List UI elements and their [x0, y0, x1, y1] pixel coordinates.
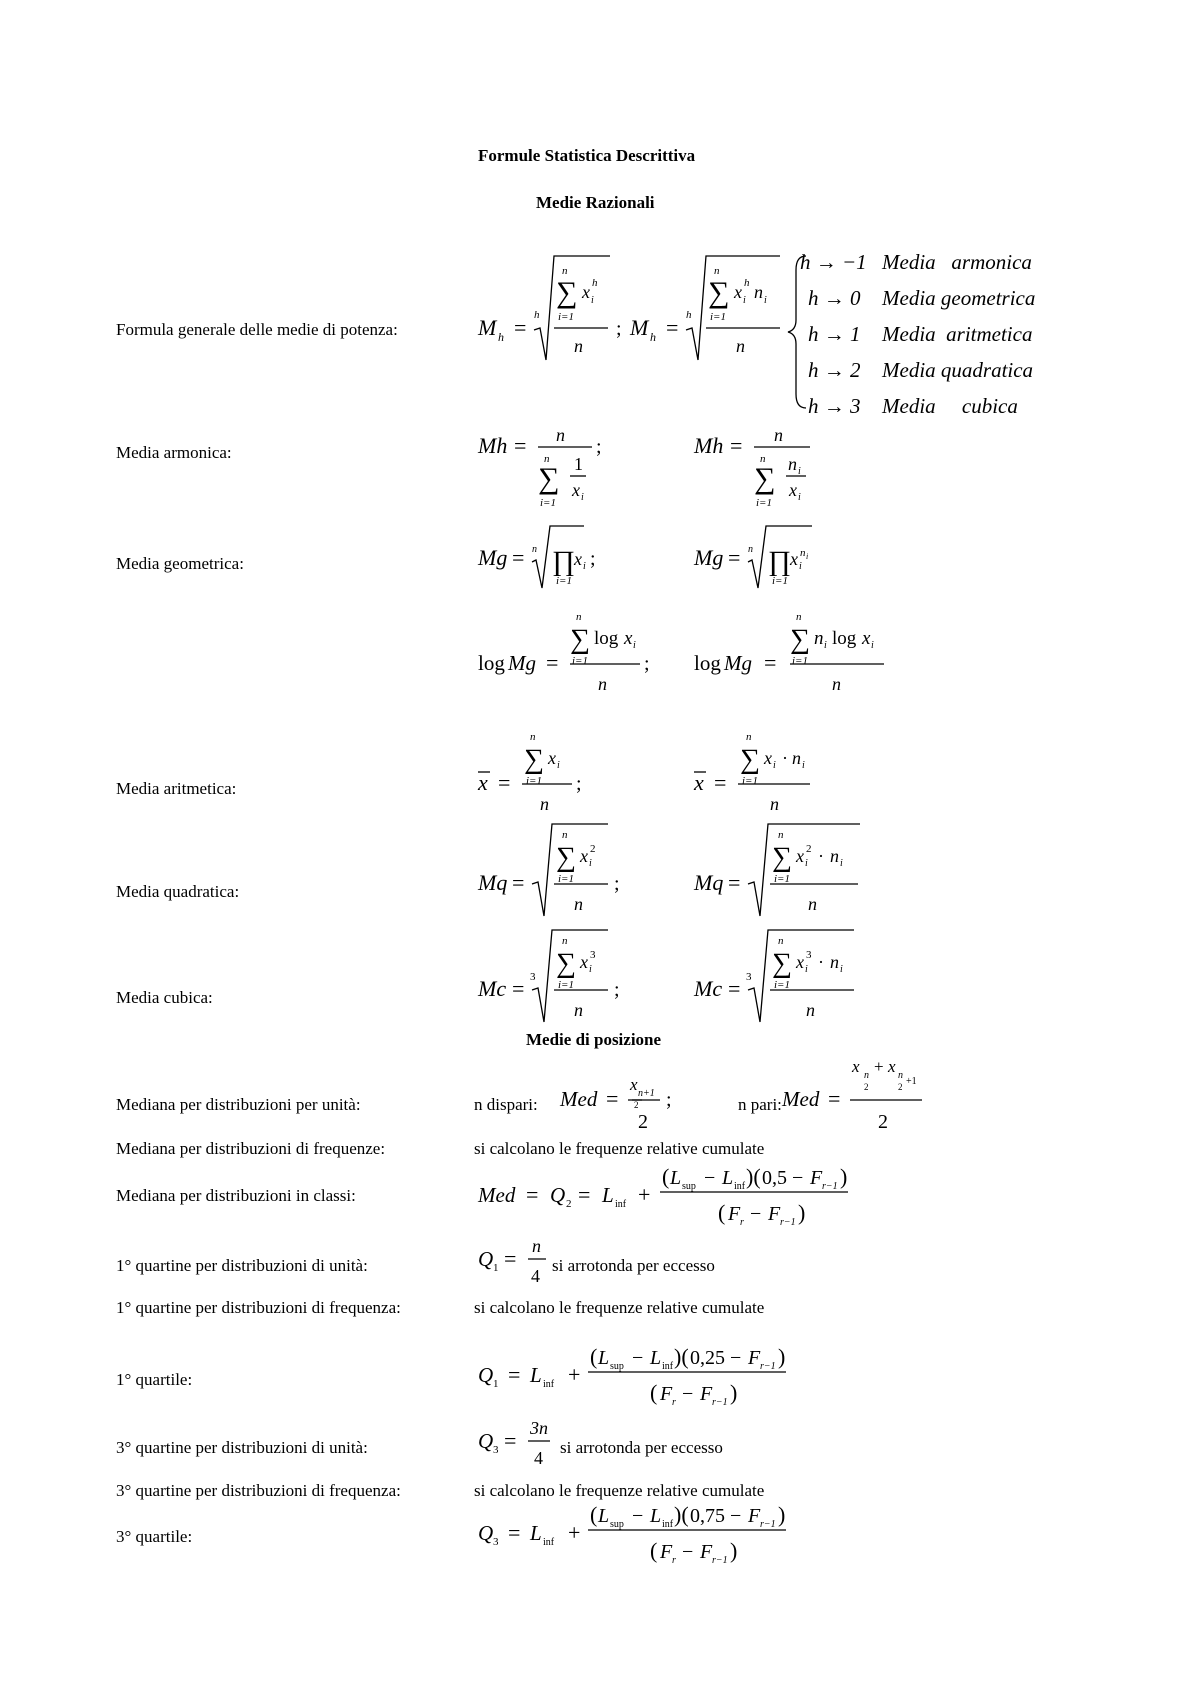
label-media-cubica: Media cubica:: [116, 988, 213, 1007]
svg-text:i: i: [633, 640, 636, 651]
svg-text:x: x: [796, 846, 804, 866]
svg-text:Med: Med: [478, 1183, 516, 1207]
svg-text:x: x: [630, 1075, 638, 1094]
power-case-row: h → 0 Media geometrica: [808, 286, 1036, 310]
svg-text:log: log: [832, 628, 857, 649]
svg-text:Mc: Mc: [694, 976, 723, 1001]
label-q1-frequenza: 1° quartine per distribuzioni di frequenza:: [116, 1298, 401, 1317]
svg-text:=: =: [504, 1428, 517, 1453]
svg-text:=: =: [764, 650, 777, 675]
svg-text:r−1: r−1: [780, 1217, 796, 1228]
note-cumulate-q3: si calcolano le frequenze relative cumulate: [474, 1481, 765, 1500]
svg-text:i=1: i=1: [774, 979, 790, 991]
svg-text:F: F: [700, 1541, 713, 1563]
svg-text:n: n: [808, 894, 817, 914]
svg-text:−: −: [704, 1167, 716, 1189]
svg-text:L: L: [598, 1347, 610, 1369]
label-media-geometrica: Media geometrica:: [116, 554, 244, 573]
svg-text:n: n: [530, 731, 536, 743]
svg-text:log: log: [478, 651, 505, 675]
svg-text:0,5: 0,5: [762, 1167, 787, 1189]
svg-text:n: n: [556, 425, 565, 445]
svg-text:i: i: [840, 964, 843, 975]
svg-text:i=1: i=1: [792, 655, 808, 667]
svg-text:n: n: [898, 1070, 903, 1081]
svg-text:L: L: [650, 1347, 662, 1369]
svg-text:3: 3: [806, 949, 812, 961]
label-mediana-unita: Mediana per distribuzioni per unità:: [116, 1095, 361, 1114]
svg-text:i: i: [802, 760, 805, 771]
svg-text:Mq: Mq: [694, 870, 724, 895]
svg-text:3: 3: [493, 1536, 499, 1548]
svg-text:): ): [778, 1502, 786, 1527]
svg-text:i: i: [840, 858, 843, 869]
formula-media-armonica: [474, 420, 834, 520]
svg-text:i: i: [591, 295, 594, 306]
svg-text:Mg: Mg: [508, 651, 536, 675]
note-cumulate-q1: si calcolano le frequenze relative cumulate: [474, 1298, 765, 1317]
svg-text:=: =: [728, 545, 741, 570]
svg-text:)(: )(: [746, 1164, 761, 1189]
svg-text:F: F: [768, 1203, 781, 1225]
svg-text:=: =: [578, 1182, 591, 1207]
label-mediana-classi: Mediana per distribuzioni in classi:: [116, 1186, 356, 1205]
svg-text:inf: inf: [662, 1519, 674, 1530]
svg-text:n: n: [760, 453, 766, 465]
svg-text:;: ;: [614, 979, 620, 1001]
svg-text:i=1: i=1: [756, 497, 772, 509]
svg-text:r−1: r−1: [712, 1397, 728, 1408]
svg-text:i: i: [581, 492, 584, 503]
svg-text:x: x: [548, 748, 556, 768]
svg-text:∑: ∑: [754, 462, 776, 495]
svg-text:n: n: [830, 952, 839, 972]
svg-text:i=1: i=1: [774, 873, 790, 885]
svg-text:n: n: [574, 894, 583, 914]
svg-text:F: F: [660, 1541, 673, 1563]
svg-text:=: =: [606, 1086, 619, 1111]
svg-text:1: 1: [574, 454, 583, 474]
formula-q3-quartile: [474, 1498, 854, 1574]
page-title: Formule Statistica Descrittiva: [478, 146, 696, 165]
label-q1-unita: 1° quartine per distribuzioni di unità:: [116, 1256, 368, 1275]
svg-text:Mg: Mg: [694, 545, 724, 570]
svg-text:Mg: Mg: [478, 545, 508, 570]
svg-text:h: h: [592, 277, 598, 289]
svg-text:=: =: [666, 315, 679, 340]
svg-text:i=1: i=1: [772, 575, 788, 587]
svg-text:;: ;: [576, 773, 582, 795]
svg-text:∑: ∑: [538, 462, 560, 495]
formula-media-cubica: [474, 924, 874, 1024]
section-heading-medie-razionali: Medie Razionali: [536, 193, 655, 212]
svg-text:log: log: [594, 628, 619, 649]
svg-text:L: L: [530, 1521, 542, 1545]
svg-text:+: +: [874, 1057, 884, 1076]
svg-text:∑: ∑: [740, 744, 760, 775]
svg-text:=: =: [728, 870, 741, 895]
svg-text:n: n: [778, 935, 784, 947]
svg-text:)(: )(: [674, 1502, 689, 1527]
svg-text:;: ;: [614, 873, 620, 895]
svg-text:n: n: [532, 1236, 541, 1256]
label-q3-frequenza: 3° quartine per distribuzioni di frequenza:: [116, 1481, 401, 1500]
svg-text:x: x: [789, 480, 797, 500]
svg-text:sup: sup: [610, 1519, 624, 1530]
svg-text:−: −: [730, 1505, 742, 1527]
formula-media-geometrica: [474, 522, 834, 592]
svg-text:sup: sup: [682, 1181, 696, 1192]
svg-text:=: =: [730, 433, 743, 458]
svg-text:x: x: [734, 282, 742, 302]
svg-text:Med: Med: [560, 1087, 598, 1111]
svg-text:inf: inf: [662, 1361, 674, 1372]
svg-text:i: i: [824, 640, 827, 651]
svg-text:inf: inf: [615, 1199, 627, 1210]
svg-text:3: 3: [530, 971, 536, 983]
svg-text:h: h: [534, 309, 540, 321]
svg-text:∏: ∏: [552, 546, 576, 577]
svg-text:)(: )(: [674, 1344, 689, 1369]
svg-text:3: 3: [493, 1444, 499, 1456]
svg-text:i=1: i=1: [572, 655, 588, 667]
svg-text:∑: ∑: [772, 948, 792, 979]
svg-text:i=1: i=1: [710, 311, 726, 323]
svg-text:i=1: i=1: [558, 873, 574, 885]
svg-text:3: 3: [590, 949, 596, 961]
svg-text:n: n: [562, 935, 568, 947]
svg-text:i: i: [557, 760, 560, 771]
power-case-row: h → 3 Media cubica: [808, 394, 1018, 418]
svg-text:i: i: [806, 552, 809, 561]
svg-text:x: x: [888, 1057, 896, 1076]
svg-text:∑: ∑: [570, 624, 590, 655]
svg-text:n: n: [796, 611, 802, 623]
svg-text:2: 2: [806, 843, 812, 855]
svg-text:n: n: [754, 282, 763, 302]
svg-text:∑: ∑: [556, 948, 576, 979]
svg-text:·: ·: [782, 748, 788, 768]
svg-text:∑: ∑: [708, 276, 730, 309]
svg-text:=: =: [514, 315, 527, 340]
power-case-row: h → 2 Media quadratica: [808, 358, 1034, 382]
label-media-armonica: Media armonica:: [116, 443, 232, 462]
svg-text:2: 2: [878, 1111, 888, 1133]
svg-text:n: n: [800, 547, 806, 559]
note-cumulate-mediana: si calcolano le frequenze relative cumulate: [474, 1139, 765, 1158]
svg-text:F: F: [810, 1167, 823, 1189]
svg-text:i: i: [805, 964, 808, 975]
svg-text:=: =: [508, 1362, 521, 1387]
svg-text:x: x: [478, 770, 488, 795]
svg-text:n: n: [574, 1000, 583, 1020]
power-cases: [800, 244, 1035, 424]
svg-text:h: h: [744, 277, 750, 289]
svg-text:n: n: [792, 748, 801, 768]
svg-text:log: log: [694, 651, 721, 675]
svg-text:h: h: [498, 330, 504, 344]
svg-text:2: 2: [634, 1100, 639, 1110]
svg-text:0,25: 0,25: [690, 1347, 725, 1369]
svg-text:=: =: [512, 976, 525, 1001]
svg-text:2: 2: [566, 1198, 572, 1210]
svg-text:;: ;: [596, 436, 602, 458]
svg-text:x: x: [574, 549, 582, 569]
label-q3-unita: 3° quartine per distribuzioni di unità:: [116, 1438, 368, 1457]
svg-text:∑: ∑: [790, 624, 810, 655]
svg-text:=: =: [498, 770, 511, 795]
svg-text:i: i: [764, 295, 767, 306]
label-mediana-frequenze: Mediana per distribuzioni di frequenze:: [116, 1139, 386, 1158]
svg-text:−: −: [682, 1383, 694, 1405]
svg-text:−: −: [632, 1505, 644, 1527]
svg-text:(: (: [650, 1538, 658, 1563]
svg-text:−: −: [632, 1347, 644, 1369]
svg-text:(: (: [590, 1502, 598, 1527]
svg-text:r: r: [672, 1397, 676, 1408]
svg-text:): ): [798, 1200, 806, 1225]
svg-text:(: (: [718, 1200, 726, 1225]
svg-text:i: i: [743, 295, 746, 306]
svg-text:=: =: [828, 1086, 841, 1111]
svg-text:n: n: [746, 731, 752, 743]
svg-text:;: ;: [616, 318, 622, 340]
svg-text:n: n: [770, 794, 779, 814]
svg-text:n: n: [774, 425, 783, 445]
svg-text:i: i: [798, 492, 801, 503]
svg-text:−: −: [730, 1347, 742, 1369]
svg-text:L: L: [598, 1505, 610, 1527]
svg-text:=: =: [546, 650, 559, 675]
svg-text:n+1: n+1: [638, 1088, 655, 1099]
svg-text:Mg: Mg: [724, 651, 752, 675]
svg-text:n: n: [748, 544, 753, 555]
svg-text:): ): [840, 1164, 848, 1189]
svg-text:=: =: [514, 433, 527, 458]
svg-text:n: n: [736, 336, 745, 356]
svg-text:x: x: [624, 628, 633, 649]
svg-text:Q: Q: [478, 1247, 494, 1271]
svg-text:i: i: [589, 964, 592, 975]
svg-text:r−1: r−1: [760, 1361, 776, 1372]
svg-text:1: 1: [493, 1262, 499, 1274]
svg-text:2: 2: [864, 1082, 869, 1092]
svg-text:sup: sup: [610, 1361, 624, 1372]
label-media-quadratica: Media quadratica:: [116, 882, 240, 901]
power-case-row: h → −1 Media armonica: [800, 250, 1032, 274]
svg-text:Mh: Mh: [694, 433, 724, 458]
svg-text:n: n: [806, 1000, 815, 1020]
svg-text:L: L: [670, 1167, 682, 1189]
svg-text:=: =: [508, 1520, 521, 1545]
svg-text:∑: ∑: [524, 744, 544, 775]
svg-text:i: i: [773, 760, 776, 771]
svg-text:L: L: [530, 1363, 542, 1387]
svg-text:∑: ∑: [556, 276, 578, 309]
svg-text:=: =: [714, 770, 727, 795]
svg-text:r−1: r−1: [822, 1181, 838, 1192]
svg-text:n: n: [832, 674, 841, 694]
svg-text:·: ·: [818, 952, 824, 972]
note-n-dispari: n dispari:: [474, 1095, 538, 1114]
svg-text:F: F: [748, 1505, 761, 1527]
svg-text:i: i: [798, 466, 801, 477]
svg-text:h: h: [686, 309, 692, 321]
svg-text:n: n: [540, 794, 549, 814]
svg-text:i=1: i=1: [742, 775, 758, 787]
svg-text:=: =: [512, 870, 525, 895]
svg-text:=: =: [512, 545, 525, 570]
svg-text:4: 4: [531, 1266, 540, 1286]
svg-text:n: n: [778, 829, 784, 841]
svg-text:(: (: [650, 1380, 658, 1405]
svg-text:inf: inf: [543, 1537, 555, 1548]
svg-text:x: x: [796, 952, 804, 972]
label-q1-quartile: 1° quartile:: [116, 1370, 193, 1389]
svg-text:(: (: [590, 1344, 598, 1369]
svg-text:i: i: [805, 858, 808, 869]
svg-text:∑: ∑: [556, 842, 576, 873]
svg-text:i: i: [871, 640, 874, 651]
svg-text:0,75: 0,75: [690, 1505, 725, 1527]
svg-text:Q: Q: [550, 1183, 566, 1207]
svg-text:2: 2: [590, 843, 596, 855]
svg-text:(: (: [662, 1164, 670, 1189]
svg-text:x: x: [694, 770, 704, 795]
svg-text:i=1: i=1: [558, 979, 574, 991]
svg-text:3: 3: [746, 971, 752, 983]
svg-text:x: x: [862, 628, 871, 649]
svg-text:r−1: r−1: [712, 1555, 728, 1566]
svg-text:F: F: [748, 1347, 761, 1369]
svg-text:): ): [778, 1344, 786, 1369]
svg-text:n: n: [864, 1070, 869, 1081]
formula-media-quadratica: [474, 818, 874, 918]
section-heading-medie-posizione: Medie di posizione: [526, 1030, 662, 1049]
svg-text:L: L: [602, 1183, 614, 1207]
svg-text:n: n: [532, 544, 537, 555]
svg-text:n: n: [830, 846, 839, 866]
note-eccesso-q3: si arrotonda per eccesso: [560, 1438, 723, 1457]
svg-text:L: L: [650, 1505, 662, 1527]
formula-log-media-geometrica: [474, 606, 914, 696]
svg-text:+1: +1: [906, 1076, 917, 1087]
svg-text:n: n: [788, 454, 797, 474]
svg-text:;: ;: [666, 1089, 672, 1111]
svg-text:M: M: [478, 315, 497, 340]
svg-text:x: x: [582, 282, 590, 302]
svg-text:r−1: r−1: [760, 1519, 776, 1530]
power-case-row: h → 1 Media aritmetica: [808, 322, 1033, 346]
svg-text:;: ;: [590, 548, 596, 570]
svg-text:+: +: [568, 1362, 581, 1387]
formula-mediana-unita: [474, 1048, 934, 1138]
svg-text:x: x: [764, 748, 772, 768]
svg-text:Med: Med: [782, 1087, 820, 1111]
svg-text:r: r: [672, 1555, 676, 1566]
svg-text:Q: Q: [478, 1429, 494, 1453]
svg-text:=: =: [526, 1182, 539, 1207]
svg-text:F: F: [728, 1203, 741, 1225]
svg-text:inf: inf: [734, 1181, 746, 1192]
formula-media-aritmetica: [474, 728, 854, 818]
svg-text:r: r: [740, 1217, 744, 1228]
svg-text:F: F: [700, 1383, 713, 1405]
svg-text:+: +: [638, 1182, 651, 1207]
svg-text:i=1: i=1: [526, 775, 542, 787]
label-media-aritmetica: Media aritmetica:: [116, 779, 237, 798]
svg-text:h: h: [650, 330, 656, 344]
svg-text:1: 1: [493, 1378, 499, 1390]
svg-text:n: n: [544, 453, 550, 465]
svg-text:F: F: [660, 1383, 673, 1405]
svg-text:−: −: [682, 1541, 694, 1563]
formula-q3-unita: [474, 1414, 554, 1474]
svg-text:−: −: [750, 1203, 762, 1225]
svg-text:=: =: [504, 1246, 517, 1271]
svg-text:inf: inf: [543, 1379, 555, 1390]
svg-text:i=1: i=1: [540, 497, 556, 509]
svg-text:M: M: [630, 315, 649, 340]
svg-text:;: ;: [644, 653, 650, 675]
svg-text:3n: 3n: [530, 1418, 548, 1438]
svg-text:L: L: [722, 1167, 734, 1189]
svg-text:Mc: Mc: [478, 976, 507, 1001]
svg-text:x: x: [580, 952, 588, 972]
svg-text:i: i: [589, 858, 592, 869]
svg-text:): ): [730, 1538, 738, 1563]
svg-text:i: i: [583, 561, 586, 572]
svg-text:x: x: [580, 846, 588, 866]
note-eccesso-q1: si arrotonda per eccesso: [552, 1256, 715, 1275]
label-q3-quartile: 3° quartile:: [116, 1527, 193, 1546]
svg-text:∑: ∑: [772, 842, 792, 873]
svg-text:2: 2: [638, 1111, 648, 1133]
label-medie-potenza: Formula generale delle medie di potenza:: [116, 320, 398, 339]
svg-text:n: n: [576, 611, 582, 623]
svg-text:Q: Q: [478, 1521, 494, 1545]
svg-text:n: n: [714, 265, 720, 277]
svg-text:n: n: [562, 265, 568, 277]
svg-text:x: x: [572, 480, 580, 500]
svg-text:): ): [730, 1380, 738, 1405]
svg-text:2: 2: [898, 1082, 903, 1092]
note-n-pari: n pari:: [738, 1095, 782, 1114]
svg-text:i: i: [799, 561, 802, 572]
svg-text:Mq: Mq: [478, 870, 508, 895]
svg-text:x: x: [852, 1057, 860, 1076]
svg-text:Q: Q: [478, 1363, 494, 1387]
formula-q1-unita: [474, 1232, 554, 1292]
svg-text:·: ·: [818, 846, 824, 866]
svg-text:i=1: i=1: [558, 311, 574, 323]
svg-text:4: 4: [534, 1448, 543, 1468]
svg-text:n: n: [814, 628, 824, 649]
svg-text:−: −: [792, 1167, 804, 1189]
svg-text:i=1: i=1: [556, 575, 572, 587]
svg-text:=: =: [728, 976, 741, 1001]
formula-mediana-classi: [474, 1160, 914, 1236]
svg-text:x: x: [790, 549, 798, 569]
svg-text:Mh: Mh: [478, 433, 508, 458]
svg-text:n: n: [574, 336, 583, 356]
svg-text:+: +: [568, 1520, 581, 1545]
svg-text:n: n: [562, 829, 568, 841]
svg-text:∏: ∏: [768, 546, 792, 577]
svg-text:n: n: [598, 674, 607, 694]
formula-q1-quartile: [474, 1340, 854, 1416]
